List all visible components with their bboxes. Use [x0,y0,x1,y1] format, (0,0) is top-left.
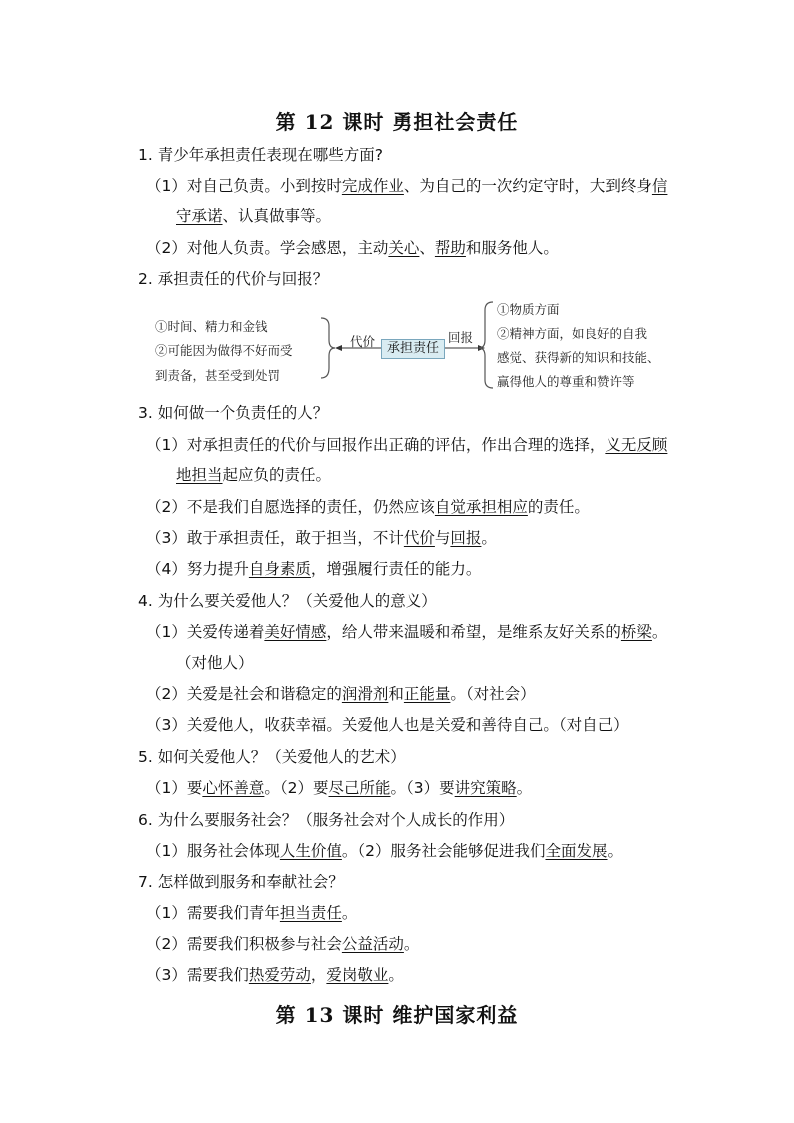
answer-3-3: （3）敢于承担责任，敢于担当，不计代价与回报。 [146,529,497,547]
reward-label: 回报 [448,330,474,345]
answer-7-3: （3）需要我们热爱劳动，爱岗敬业。 [146,966,404,984]
answer-7-2: （2）需要我们积极参与社会公益活动。 [146,935,420,953]
answer-4-1-cont: （对他人） [176,654,254,672]
answer-1-1-cont: 守承诺、认真做事等。 [176,207,332,225]
answer-7-1: （1）需要我们青年担当责任。 [146,904,358,922]
question-3: 3. 如何做一个负责任的人？ [138,404,329,422]
cost-label: 代价 [350,334,376,349]
answer-3-2: （2）不是我们自愿选择的责任，仍然应该自觉承担相应的责任。 [146,498,590,516]
cost-item-2b: 到责备，甚至受到处罚 [155,368,281,383]
cost-reward-diagram [145,296,685,392]
section-12-title: 第 12 课时 勇担社会责任 [275,110,519,134]
answer-4-3: （3）关爱他人，收获幸福。关爱他人也是关爱和善待自己。（对自己） [146,716,629,734]
reward-item-2a: ②精神方面，如良好的自我 [497,326,648,341]
answer-3-1: （1）对承担责任的代价与回报作出正确的评估，作出合理的选择，义无反顾 [146,436,668,454]
reward-item-2b: 感觉、获得新的知识和技能、 [497,350,660,365]
answer-4-1: （1）关爱传递着美好情感，给人带来温暖和希望，是维系友好关系的桥梁。 [146,623,668,641]
section-13-title: 第 13 课时 维护国家利益 [275,1003,519,1027]
cost-item-1: ①时间、精力和金钱 [155,319,268,334]
question-7: 7. 怎样做到服务和奉献社会？ [138,873,344,891]
question-2: 2. 承担责任的代价与回报？ [138,270,329,288]
question-6: 6. 为什么要服务社会？（服务社会对个人成长的作用） [138,811,515,829]
reward-item-2c: 赢得他人的尊重和赞许等 [497,374,635,389]
answer-5: （1）要心怀善意。（2）要尽己所能。（3）要讲究策略。 [146,779,533,797]
answer-6: （1）服务社会体现人生价值。（2）服务社会能够促进我们全面发展。 [146,842,624,860]
answer-4-2: （2）关爱是社会和谐稳定的润滑剂和正能量。（对社会） [146,685,536,703]
question-1: 1. 青少年承担责任表现在哪些方面? [138,146,383,164]
question-5: 5. 如何关爱他人？（关爱他人的艺术） [138,748,406,766]
answer-1-1: （1）对自己负责。小到按时完成作业、为自己的一次约定守时，大到终身信 [146,177,668,195]
answer-1-2: （2）对他人负责。学会感恩，主动关心、帮助和服务他人。 [146,239,559,257]
question-4: 4. 为什么要关爱他人？（关爱他人的意义） [138,592,437,610]
center-box-responsibility: 承担责任 [381,339,445,359]
answer-3-1-cont: 地担当起应负的责任。 [176,466,332,484]
reward-item-1: ①物质方面 [497,302,560,317]
cost-item-2a: ②可能因为做得不好而受 [155,343,293,358]
answer-3-4: （4）努力提升自身素质，增强履行责任的能力。 [146,560,482,578]
